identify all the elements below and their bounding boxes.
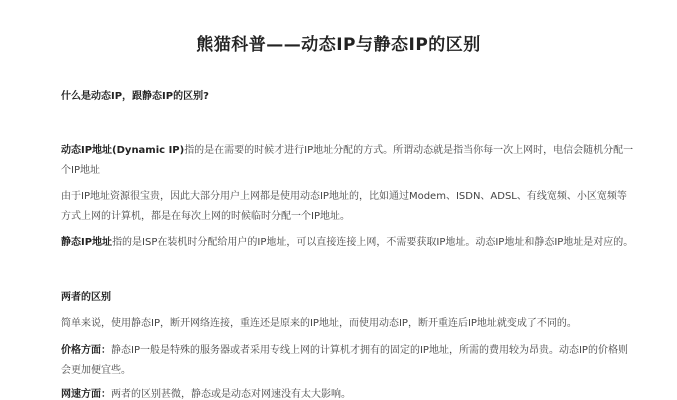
article-title: 熊猫科普——动态IP与静态IP的区别	[196, 35, 481, 55]
paragraph-dynamic-ip	[61, 141, 636, 181]
price-label: 价格方面：	[61, 345, 111, 356]
speed-text: 两者的区别甚微，静态或是动态对网速没有太大影响。	[111, 389, 351, 400]
dynamic-ip-label: 动态IP地址(Dynamic IP)	[61, 145, 185, 156]
static-ip-text: 指的是ISP在装机时分配给用户的IP地址，可以直接连接上网，不需要获取IP地址。动态IP地址和静态IP地址是对应的。	[112, 237, 634, 248]
speed-label: 网速方面：	[61, 389, 111, 400]
paragraph-speed	[61, 385, 636, 400]
question-heading: 什么是动态IP，跟静态IP的区别?	[61, 91, 209, 102]
dynamic-ip-text: 指的是在需要的时候才进行IP地址分配的方式。所谓动态就是指当你每一次上网时，电信会随机分配一个IP地址	[61, 145, 634, 176]
paragraph-ip-resource: 由于IP地址资源很宝贵，因此大部分用户上网都是使用动态IP地址的，比如通过Modem、ISDN、ADSL、有线宽频、小区宽频等方式上网的计算机，都是在每次上网的时候临时分配一个IP地址。	[61, 191, 627, 222]
paragraph-static-ip	[61, 233, 636, 253]
paragraph-summary: 简单来说，使用静态IP，断开网络连接，重连还是原来的IP地址，而使用动态IP，断开重连后IP地址就变成了不同的。	[61, 318, 577, 329]
static-ip-label: 静态IP地址	[61, 237, 113, 248]
paragraph-price	[61, 341, 636, 381]
price-text: 静态IP一般是特殊的服务器或者采用专线上网的计算机才拥有的固定的IP地址，所需的费用较为昂贵。动态IP的价格则会更加便宜些。	[61, 345, 628, 376]
section-heading-differences: 两者的区别	[61, 292, 111, 303]
